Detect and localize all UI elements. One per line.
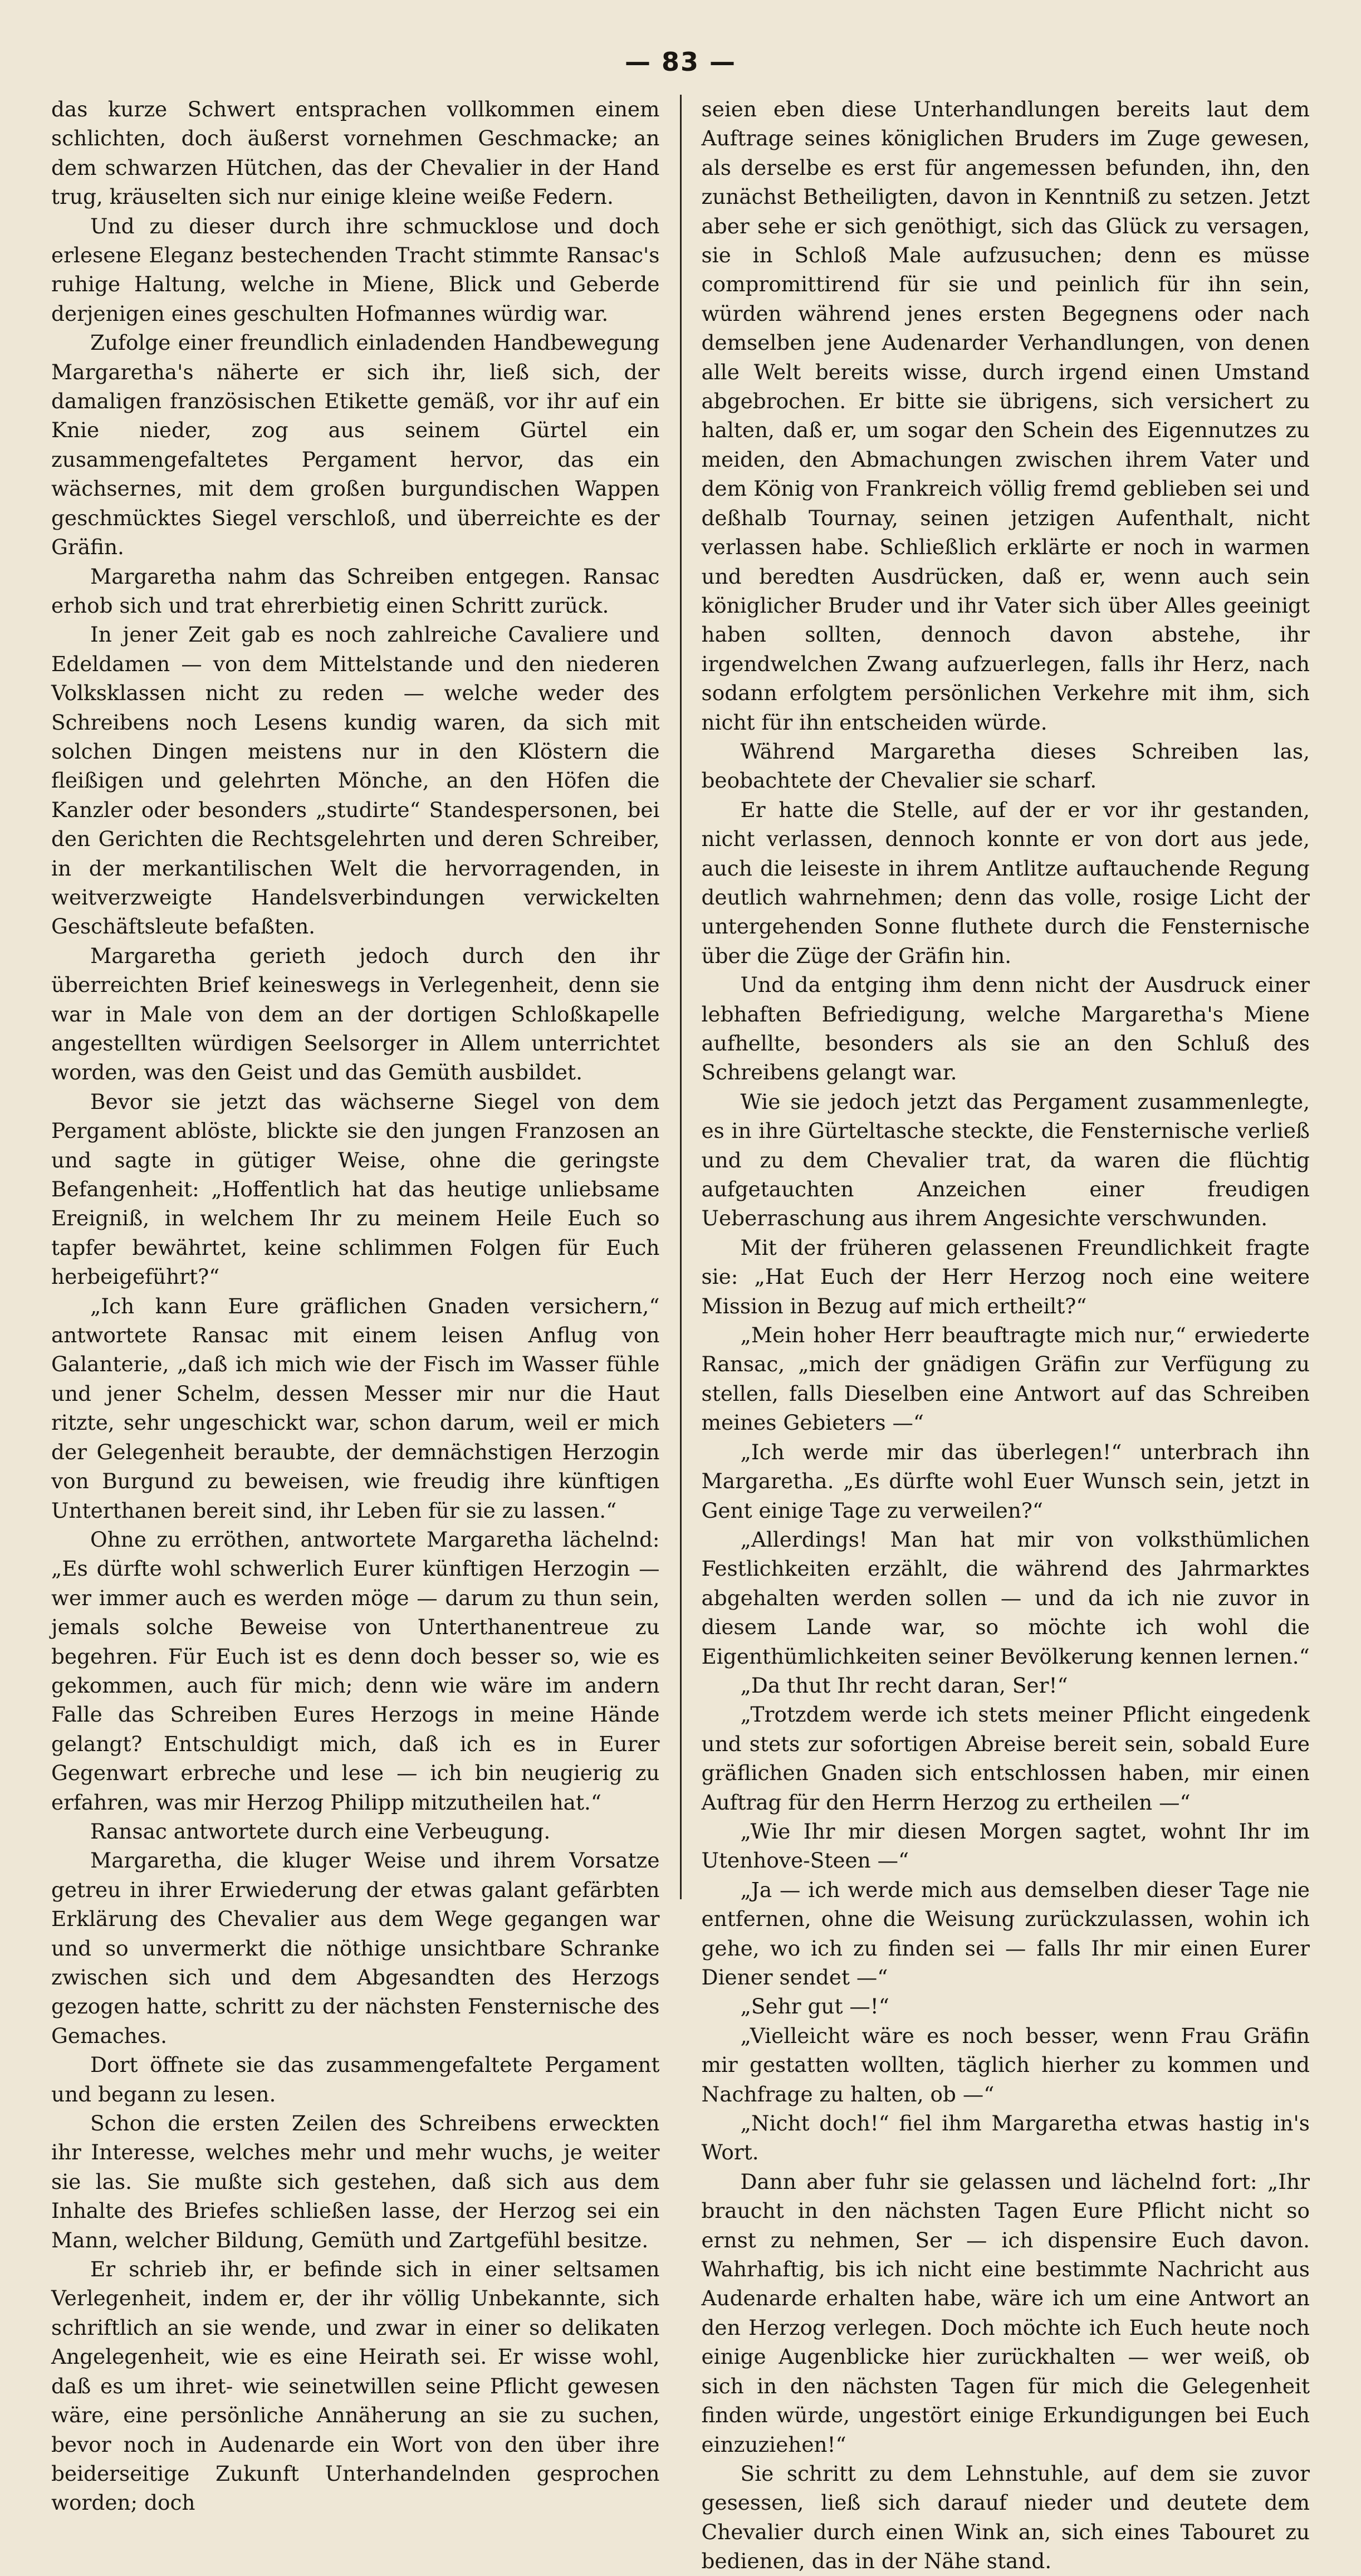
paragraph: Margaretha, die kluger Weise und ihrem Vorsatze getreu in ihrer Erwiederung der etwas galant gefärbten Erklärung des Chevalier aus dem Wege gegangen war und so unvermerkt die nöthige unsichtbare Schranke zwischen sich und dem Abgesandten des Herzogs gezogen hatte, schritt zu der nächsten Fensternische des Gemaches. [51,1848,660,2048]
paragraph: In jener Zeit gab es noch zahlreiche Cavaliere und Edeldamen — von dem Mittelstande und den niederen Volksklassen nicht zu reden — welche weder des Schreibens noch Lesens kundig waren, da sich mit solchen Dingen meistens nur in den Klöstern die fleißigen und gelehrten Mönche, an den Höfen die Kanzler oder besonders „studirte“ Standespersonen, bei den Gerichten die Rechtsgelehrten und deren Schreiber, in der merkantilischen Welt die hervorragenden, in weitverzweigte Handelsverbindungen verwickelten Geschäftsleute befaßten. [51,622,660,939]
paragraph: „Ich werde mir das überlegen!“ unterbrach ihn Margaretha. „Es dürfte wohl Euer Wunsch sein, jetzt in Gent einige Tage zu verweilen?“ [701,1439,1310,1523]
paragraph: „Ja — ich werde mich aus demselben dieser Tage nie entfernen, ohne die Weisung zurückzulassen, wohin ich gehe, wo ich zu finden sei — falls Ihr mir einen Eurer Diener sendet —“ [701,1877,1310,1990]
paragraph: Und da entging ihm denn nicht der Ausdruck einer lebhaften Befriedigung, welche Margaretha's Miene aufhellte, besonders als sie an den Schluß des Schreibens gelangt war. [701,972,1310,1085]
paragraph: das kurze Schwert entsprachen vollkommen einem schlichten, doch äußerst vornehmen Geschmacke; an dem schwarzen Hütchen, das der Chevalier in der Hand trug, kräuselten sich nur einige kleine weiße Federn. [51,97,660,209]
paragraph: „Sehr gut —!“ [740,1994,889,2019]
left-column [35,95,677,2515]
paragraph: Ransac antwortete durch eine Verbeugung. [90,1819,551,1844]
paragraph: „Ich kann Eure gräflichen Gnaden versichern,“ antwortete Ransac mit einem leisen Anflug von Galanterie, „daß ich mich wie der Fisch im Wasser fühle und jener Schelm, dessen Messer mir nur die Haut ritzte, sehr ungeschickt war, schon darum, weil er mich der Gelegenheit beraubte, der demnächstigen Herzogin von Burgund zu beweisen, wie freudig ihre künftigen Unterthanen bereit sind, ihr Leben für sie zu lassen.“ [51,1293,660,1523]
right-column [685,95,1327,2574]
paragraph: Sie schritt zu dem Lehnstuhle, auf dem sie zuvor gesessen, ließ sich darauf nieder und deutete dem Chevalier durch einen Wink an, sich eines Tabouret zu bedienen, das in der Nähe stand. [701,2461,1310,2574]
paragraph: Dort öffnete sie das zusammengefaltete Pergament und begann zu lesen. [51,2052,660,2106]
paragraph: Und zu dieser durch ihre schmucklose und doch erlesene Eleganz bestechenden Tracht stimmte Ransac's ruhige Haltung, welche in Miene, Blick und Geberde derjenigen eines geschulten Hofmannes würdig war. [51,213,660,326]
paragraph: Schon die ersten Zeilen des Schreibens erweckten ihr Interesse, welches mehr und mehr wuchs, je weiter sie las. Sie mußte sich gestehen, daß sich aus dem Inhalte des Briefes schließen lasse, der Herzog sei ein Mann, welcher Bildung, Gemüth und Zartgefühl besitze. [51,2111,660,2252]
paragraph: „Wie Ihr mir diesen Morgen sagtet, wohnt Ihr im Utenhove-Steen —“ [701,1819,1310,1873]
paragraph: Er hatte die Stelle, auf der er vor ihr gestanden, nicht verlassen, dennoch konnte er von dort aus jede, auch die leiseste in ihrem Antlitze auftauchende Regung deutlich wahrnehmen; denn das volle, rosige Licht der untergehenden Sonne fluthete durch die Fensternische über die Züge der Gräfin hin. [701,797,1310,968]
paragraph: Dann aber fuhr sie gelassen und lächelnd fort: „Ihr braucht in den nächsten Tagen Eure Pflicht nicht so ernst zu nehmen, Ser — ich dispensire Euch davon. Wahrhaftig, bis ich nicht eine bestimmte Nachricht aus Audenarde erhalten habe, wäre ich um eine Antwort an den Herzog verlegen. Doch möchte ich Euch heute noch einige Augenblicke hier zurückhalten — wer weiß, ob sich in den nächsten Tagen für mich die Gelegenheit finden würde, ungestört einige Erkundigungen bei Euch einzuziehen!“ [701,2169,1310,2457]
paragraph: „Trotzdem werde ich stets meiner Pflicht eingedenk und stets zur sofortigen Abreise bereit sein, sobald Eure gräflichen Gnaden sich entschlossen haben, mir einen Auftrag für den Herrn Herzog zu ertheilen —“ [701,1702,1310,1815]
paragraph: Mit der früheren gelassenen Freundlichkeit fragte sie: „Hat Euch der Herr Herzog noch eine weitere Mission in Bezug auf mich ertheilt?“ [701,1235,1310,1318]
paragraph: Margaretha nahm das Schreiben entgegen. Ransac erhob sich und trat ehrerbietig einen Schritt zurück. [51,564,660,618]
text-columns [35,95,1326,2574]
paragraph: „Mein hoher Herr beauftragte mich nur,“ erwiederte Ransac, „mich der gnädigen Gräfin zur Verfügung zu stellen, falls Dieselben eine Antwort auf das Schreiben meines Gebieters —“ [701,1323,1310,1435]
paragraph: Bevor sie jetzt das wächserne Siegel von dem Pergament ablöste, blickte sie den jungen Franzosen an und sagte in gütiger Weise, ohne die geringste Befangenheit: „Hoffentlich hat das heutige unliebsame Ereigniß, in welchem Ihr zu meinem Heile Euch so tapfer bewährtet, keine schlimmen Folgen für Euch herbeigeführt?“ [51,1089,660,1289]
paragraph: Er schrieb ihr, er befinde sich in einer seltsamen Verlegenheit, indem er, der ihr völlig Unbekannte, sich schriftlich an sie wende, und zwar in einer so delikaten Angelegenheit, wie es eine Heirath sei. Er wisse wohl, daß es um ihret- wie seinetwillen seine Pflicht gewesen wäre, eine persönliche Annäherung an sie zu suchen, bevor noch in Audenarde ein Wort von den über ihre beiderseitige Zukunft Unterhandelnden gesprochen worden; doch [51,2257,660,2515]
paragraph: Während Margaretha dieses Schreiben las, beobachtete der Chevalier sie scharf. [701,739,1310,793]
paragraph: „Da thut Ihr recht daran, Ser!“ [740,1673,1068,1698]
paragraph: Wie sie jedoch jetzt das Pergament zusammenlegte, es in ihre Gürteltasche steckte, die Fensternische verließ und zu dem Chevalier trat, da waren die flüchtig aufgetauchten Anzeichen einer freudigen Ueberraschung aus ihrem Angesichte verschwunden. [701,1089,1310,1231]
page-number: — 83 — [624,47,737,77]
paragraph: „Allerdings! Man hat mir von volksthümlichen Festlichkeiten erzählt, die während des Jahrmarktes abgehalten werden sollen — und da ich nie zuvor in diesem Lande war, so möchte ich wohl die Eigenthümlichkeiten seiner Bevölkerung kennen lernen.“ [701,1527,1310,1669]
paragraph: seien eben diese Unterhandlungen bereits laut dem Auftrage seines königlichen Bruders im Zuge gewesen, als derselbe es erst für angemessen befunden, ihn, den zunächst Betheiligten, davon in Kenntniß zu setzen. Jetzt aber sehe er sich genöthigt, sich das Glück zu versagen, sie in Schloß Male aufzusuchen; denn es müsse compromittirend für sie und peinlich für ihn sein, würden während jenes ersten Begegnens oder nach demselben jene Audenarder Verhandlungen, von denen alle Welt bereits wisse, durch irgend einen Umstand abgebrochen. Er bitte sie übrigens, sich versichert zu halten, daß er, um sogar den Schein des Eigennutzes zu meiden, den Abmachungen zwischen ihrem Vater und dem König von Frankreich völlig fremd geblieben sei und deßhalb Tournay, seinen jetzigen Aufenthalt, nicht verlassen habe. Schließlich erklärte er noch in warmen und beredten Ausdrücken, daß er, wenn auch sein königlicher Bruder und ihr Vater sich über Alles geeinigt haben sollten, dennoch davon abstehe, ihr irgendwelchen Zwang aufzuerlegen, falls ihr Herz, nach sodann erfolgtem persönlichen Verkehre mit ihm, sich nicht für ihn entscheiden würde. [701,97,1310,735]
paragraph: Zufolge einer freundlich einladenden Handbewegung Margaretha's näherte er sich ihr, ließ sich, der damaligen französischen Etikette gemäß, vor ihr auf ein Knie nieder, zog aus seinem Gürtel ein zusammengefaltetes Pergament hervor, das ein wächsernes, mit dem großen burgundischen Wappen geschmücktes Siegel verschloß, und überreichte es der Gräfin. [51,330,660,560]
paragraph: Margaretha gerieth jedoch durch den ihr überreichten Brief keineswegs in Verlegenheit, denn sie war in Male von dem an der dortigen Schloßkapelle angestellten würdigen Seelsorger in Allem unterrichtet worden, was den Geist und das Gemüth ausbildet. [51,943,660,1085]
paragraph: „Nicht doch!“ fiel ihm Margaretha etwas hastig in's Wort. [701,2111,1310,2165]
column-rule [680,95,682,1899]
paragraph: „Vielleicht wäre es noch besser, wenn Frau Gräfin mir gestatten wollten, täglich hierher zu kommen und Nachfrage zu halten, ob —“ [701,2023,1310,2106]
paragraph: Ohne zu erröthen, antwortete Margaretha lächelnd: „Es dürfte wohl schwerlich Eurer künftigen Herzogin — wer immer auch es werden möge — darum zu thun sein, jemals solche Beweise von Unterthanentreue zu begehren. Für Euch ist es denn doch besser so, wie es gekommen, auch für mich; denn wie wäre im andern Falle das Schreiben Eures Herzogs in meine Hände gelangt? Entschuldigt mich, daß ich es in Eurer Gegenwart erbreche und lese — ich bin neugierig zu erfahren, was mir Herzog Philipp mitzutheilen hat.“ [51,1527,660,1815]
